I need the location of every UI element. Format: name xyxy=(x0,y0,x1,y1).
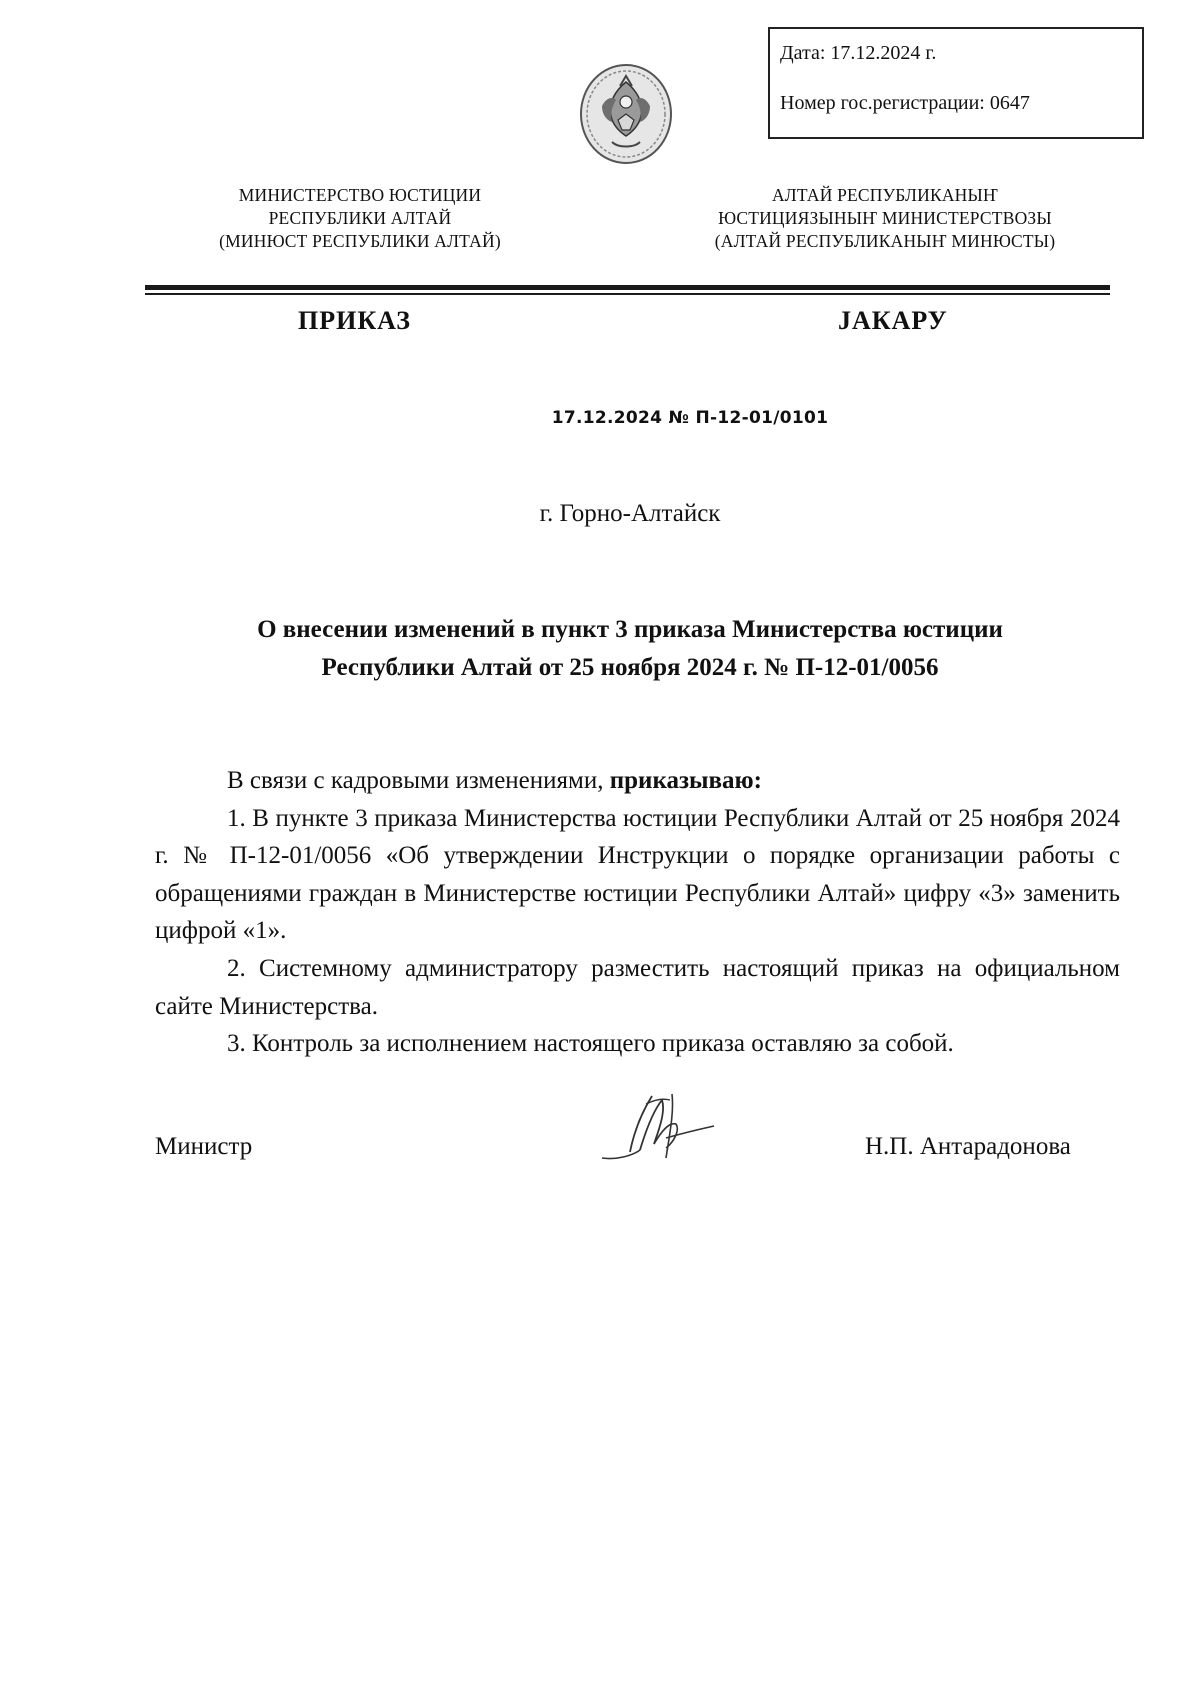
letterhead-ru-line: (МИНЮСТ РЕСПУБЛИКИ АЛТАЙ) xyxy=(219,231,501,251)
letterhead-ministry-altai xyxy=(690,184,1080,253)
order-item-3: 3. Контроль за исполнением настоящего приказа оставляю за собой. xyxy=(227,1030,954,1058)
document-title xyxy=(155,611,1105,687)
registration-number-value: 0647 xyxy=(989,92,1030,114)
order-item-2: 2. Системному администратору разместить настоящий приказ на официальном сайте Министерства. xyxy=(155,954,1120,1020)
intro-paragraph xyxy=(155,762,1120,800)
registration-date-row xyxy=(780,43,1142,93)
document-title-line: О внесении изменений в пункт 3 приказа Министерства юстиции xyxy=(257,616,1003,643)
letterhead-altai-line: ЮСТИЦИЯЗЫНЫҤ МИНИСТЕРСТВОЗЫ xyxy=(718,208,1052,228)
intro-directive: приказываю: xyxy=(609,767,762,794)
coat-of-arms-icon xyxy=(578,62,674,166)
signatory-position: Министр xyxy=(155,1133,253,1160)
document-body xyxy=(155,762,1120,1063)
document-title-line: Республики Алтай от 25 ноября 2024 г. № П-12-01/0056 xyxy=(321,654,939,681)
letterhead-ru-line: РЕСПУБЛИКИ АЛТАЙ xyxy=(268,208,452,228)
letterhead-ministry-ru xyxy=(180,184,540,253)
signatory-name: Н.П. Антарадонова xyxy=(865,1133,1071,1160)
letterhead-divider-thin xyxy=(145,293,1110,295)
order-word-ru: ПРИКАЗ xyxy=(298,306,412,335)
registration-date-value: 17.12.2024 г. xyxy=(830,42,937,64)
handwritten-signature xyxy=(596,1082,730,1172)
registration-date-label: Дата: xyxy=(780,42,826,64)
letterhead-ru-line: МИНИСТЕРСТВО ЮСТИЦИИ xyxy=(238,185,482,205)
intro-text: В связи с кадровыми изменениями, xyxy=(227,767,610,794)
registration-number-label: Номер гос.регистрации: xyxy=(780,92,985,114)
registration-number-row xyxy=(780,93,1142,143)
letterhead-divider-thick xyxy=(145,285,1110,290)
order-word-altai: ЈАКАРУ xyxy=(838,306,948,335)
registration-stamp xyxy=(768,27,1144,139)
order-city: г. Горно-Алтайск xyxy=(539,500,721,527)
letterhead-altai-line: (АЛТАЙ РЕСПУБЛИКАНЫҤ МИНЮСТЫ) xyxy=(714,231,1056,251)
letterhead-altai-line: АЛТАЙ РЕСПУБЛИКАНЫҤ xyxy=(771,185,999,205)
order-number: 17.12.2024 № П-12-01/0101 xyxy=(551,408,829,428)
order-item-1: 1. В пункте 3 приказа Министерства юстиции Республики Алтай от 25 ноября 2024 г. № П-12-01/0056 «Об утверждении Инструкции о порядке организации работы с обращениями граждан в Министерстве юстиции Республики Алтай» цифру «3» заменить цифрой «1». xyxy=(155,804,1120,945)
